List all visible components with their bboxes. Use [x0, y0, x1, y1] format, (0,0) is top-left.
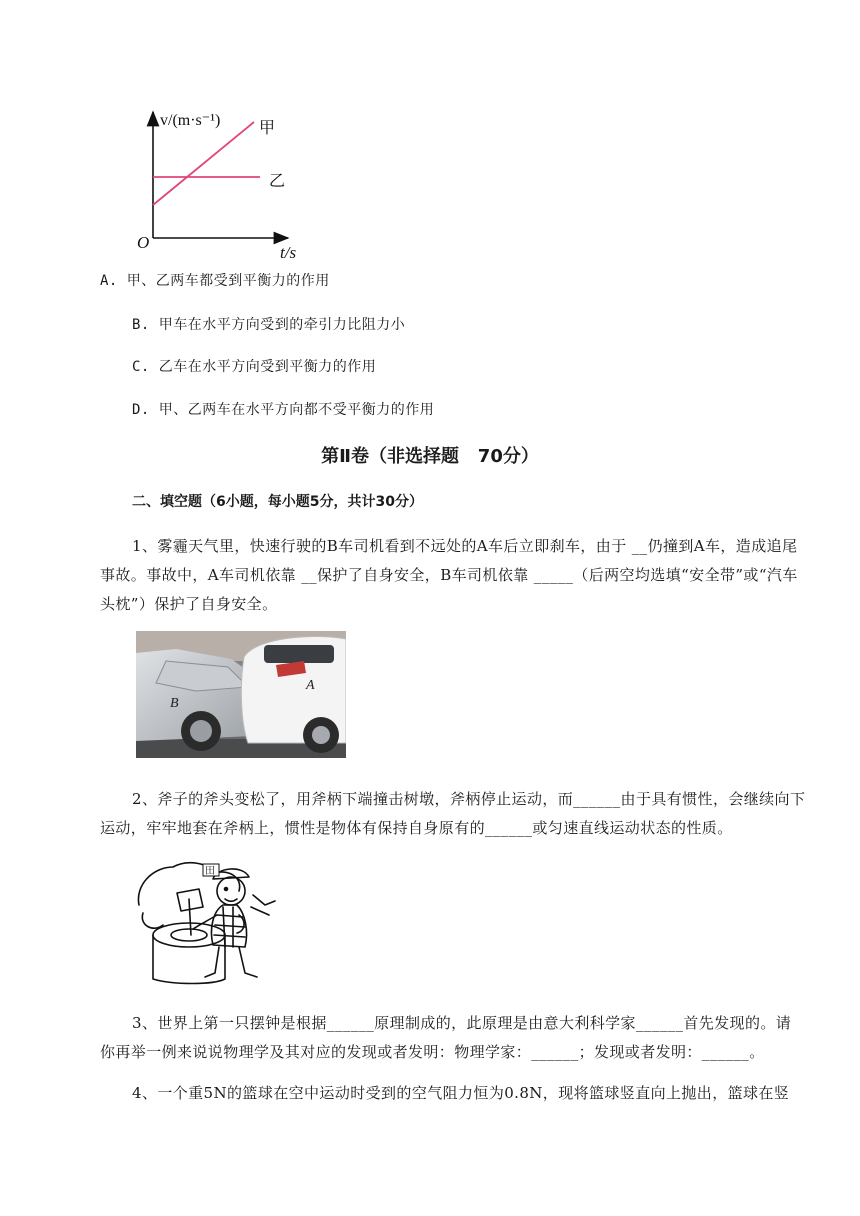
- section-subtitle: 二、填空题（6小题，每小题5分，共计30分）: [132, 494, 423, 510]
- option-b: B. 甲车在水平方向受到的牵引力比阻力小: [132, 317, 406, 333]
- origin-label: O: [137, 233, 150, 252]
- section-title: 第Ⅱ卷（非选择题 70分）: [321, 446, 539, 467]
- option-c: C. 乙车在水平方向受到平衡力的作用: [132, 359, 377, 375]
- line-yi-label: 乙: [269, 171, 286, 190]
- cap-sign: 田: [205, 866, 215, 877]
- question-4: 4、一个重5N的篮球在空中运动时受到的空气阻力恒为0.8N，现将篮球竖直向上抛出，篮球在竖: [132, 1084, 790, 1102]
- option-d: D. 甲、乙两车在水平方向都不受平衡力的作用: [132, 402, 435, 418]
- line-jia: [153, 122, 254, 205]
- vt-graph: [130, 100, 310, 265]
- question-2: 2、斧子的斧头变松了，用斧柄下端撞击树墩，斧柄停止运动，而______由于具有惯性，会继续向下运动，牢牢地套在斧柄上，惯性是物体有保持自身原有的______或匀速直线运动状态的性质。: [100, 790, 806, 837]
- car-collision-photo: [136, 631, 346, 758]
- question-3: 3、世界上第一只摆钟是根据______原理制成的，此原理是由意大利科学家______首先发现的。请你再举一例来说说物理学及其对应的发现或者发明：物理学家：______；发现或者发明：______。: [100, 1014, 792, 1061]
- axe-man-illustration: [133, 855, 283, 987]
- line-jia-label: 甲: [259, 118, 276, 137]
- x-axis-label: t/s: [280, 243, 297, 262]
- question-1: 1、雾霾天气里，快速行驶的B车司机看到不远处的A车后立即刹车，由于 __仍撞到A车，造成追尾事故。事故中，A车司机依靠 __保护了自身安全，B车司机依靠 _____（后两空均选填“安全带”或“汽车头枕”）保护了自身安全。: [100, 537, 798, 613]
- car-a-label: A: [306, 678, 315, 693]
- vt-graph-svg: [130, 100, 310, 265]
- option-a: A. 甲、乙两车都受到平衡力的作用: [100, 273, 330, 289]
- y-axis-label: v/(m·s⁻¹): [160, 112, 221, 129]
- car-b-label: B: [170, 696, 179, 711]
